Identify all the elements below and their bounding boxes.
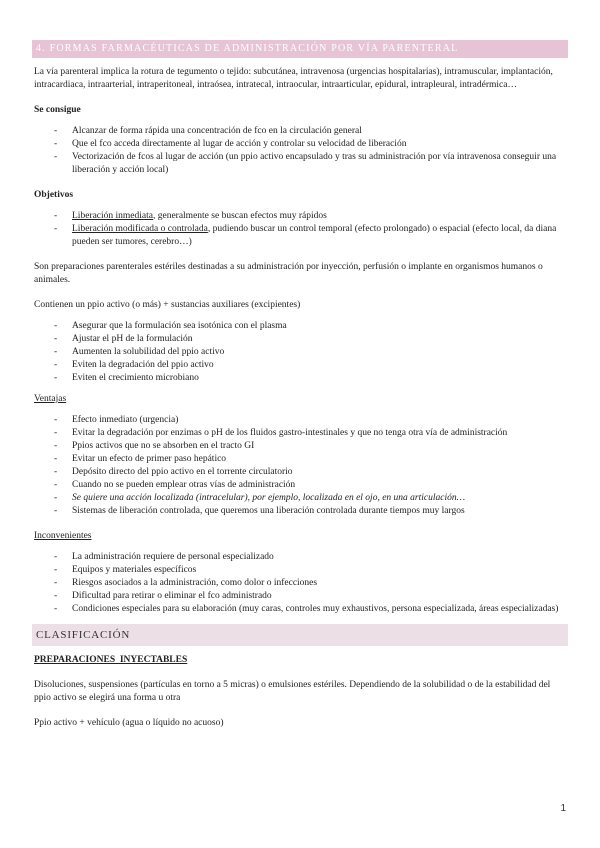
intro-paragraph: La vía parenteral implica la rotura de tegumento o tejido: subcutánea, intravenosa (urgencias hospitalarias), intramuscular, implantación, intracardiaca, intraarterial, intraperitoneal, intraósea, intratecal, intraocular, intraarticular, epidural, intrapleural, intradérmica… [34, 67, 553, 90]
objetivos-heading: Objetivos [34, 190, 74, 200]
list-item: - Riesgos asociados a la administración, como dolor o infecciones [34, 577, 566, 590]
underlined-term: Liberación inmediata [72, 211, 153, 221]
list-item: - Evitar un efecto de primer paso hepático [34, 453, 566, 466]
list-item: - Depósito directo del ppio activo en el torrente circulatorio [34, 466, 566, 479]
vehiculo-paragraph: Ppio activo + vehículo (agua o líquido no acuoso) [34, 718, 224, 728]
list-item: - Evitar la degradación por enzimas o pH de los fluidos gastro-intestinales y que no tenga otra vía de administración [34, 427, 566, 440]
list-item [34, 223, 566, 249]
list-item: - Asegurar que la formulación sea isotónica con el plasma [34, 320, 566, 333]
section-banner-parenteral [32, 40, 568, 58]
se-consigue-heading: Se consigue [34, 105, 81, 115]
se-consigue-list [34, 125, 566, 177]
section-title: CLASIFICACIÓN [36, 629, 131, 641]
preparaciones-paragraph: Disoluciones, suspensiones (partículas en torno a 5 micras) o emulsiones estériles. Dependiendo de la solubilidad o de la estabilidad del ppio activo se elegirá una forma u otra [34, 680, 551, 703]
section-banner-clasificacion [32, 624, 568, 646]
inconvenientes-heading: Inconvenientes [34, 531, 92, 541]
list-item [34, 210, 566, 223]
preparaciones-heading: PREPARACIONES INYECTABLES [34, 655, 188, 665]
definition-paragraph: Son preparaciones parenterales estériles destinadas a su administración por inyección, perfusión o implante en organismos humanos o animales. [34, 262, 543, 285]
inconvenientes-list [34, 551, 566, 616]
underlined-term: Liberación modificada o controlada [72, 224, 208, 234]
item-text: , pudiendo buscar un control temporal (efecto prolongado) o espacial (efecto local, da diana pueden ser tumores, cerebro…) [72, 224, 557, 247]
contain-paragraph: Contienen un ppio activo (o más) + sustancias auxiliares (excipientes) [34, 300, 301, 310]
list-item: - Cuando no se pueden emplear otras vías de administración [34, 479, 566, 492]
excipients-list [34, 320, 566, 385]
list-item: - La administración requiere de personal especializado [34, 551, 566, 564]
list-item: - Alcanzar de forma rápida una concentración de fco en la circulación general [34, 125, 566, 138]
list-item: - Sistemas de liberación controlada, que queremos una liberación controlada durante tiempos muy largos [34, 505, 566, 518]
list-item: - Que el fco acceda directamente al lugar de acción y controlar su velocidad de liberación [34, 138, 566, 151]
objetivos-list [34, 210, 566, 249]
list-item: - Efecto inmediato (urgencia) [34, 414, 566, 427]
list-item: - Ajustar el pH de la formulación [34, 333, 566, 346]
list-item: - Aumenten la solubilidad del ppio activo [34, 346, 566, 359]
page-number: 1 [560, 803, 566, 814]
ventajas-list [34, 414, 566, 518]
ventajas-heading: Ventajas [34, 394, 67, 404]
section-title: 4. FORMAS FARMACÉUTICAS DE ADMINISTRACIÓN POR VÍA PARENTERAL [36, 43, 459, 54]
list-item: - Eviten el crecimiento microbiano [34, 372, 566, 385]
list-item: - Se quiere una acción localizada (intracelular), por ejemplo, localizada en el ojo, en una articulación… [34, 492, 566, 505]
list-item: - Equipos y materiales específicos [34, 564, 566, 577]
list-item: - Dificultad para retirar o eliminar el fco administrado [34, 590, 566, 603]
item-text: , generalmente se buscan efectos muy rápidos [152, 211, 327, 221]
list-item: - Vectorización de fcos al lugar de acción (un ppio activo encapsulado y tras su administración por vía intravenosa conseguir una liberación y acción local) [34, 151, 566, 177]
list-item: - Condiciones especiales para su elaboración (muy caras, controles muy exhaustivos, persona especializada, áreas especializadas) [34, 603, 566, 616]
document-page [34, 40, 566, 730]
list-item: - Ppios activos que no se absorben en el tracto GI [34, 440, 566, 453]
list-item: - Eviten la degradación del ppio activo [34, 359, 566, 372]
